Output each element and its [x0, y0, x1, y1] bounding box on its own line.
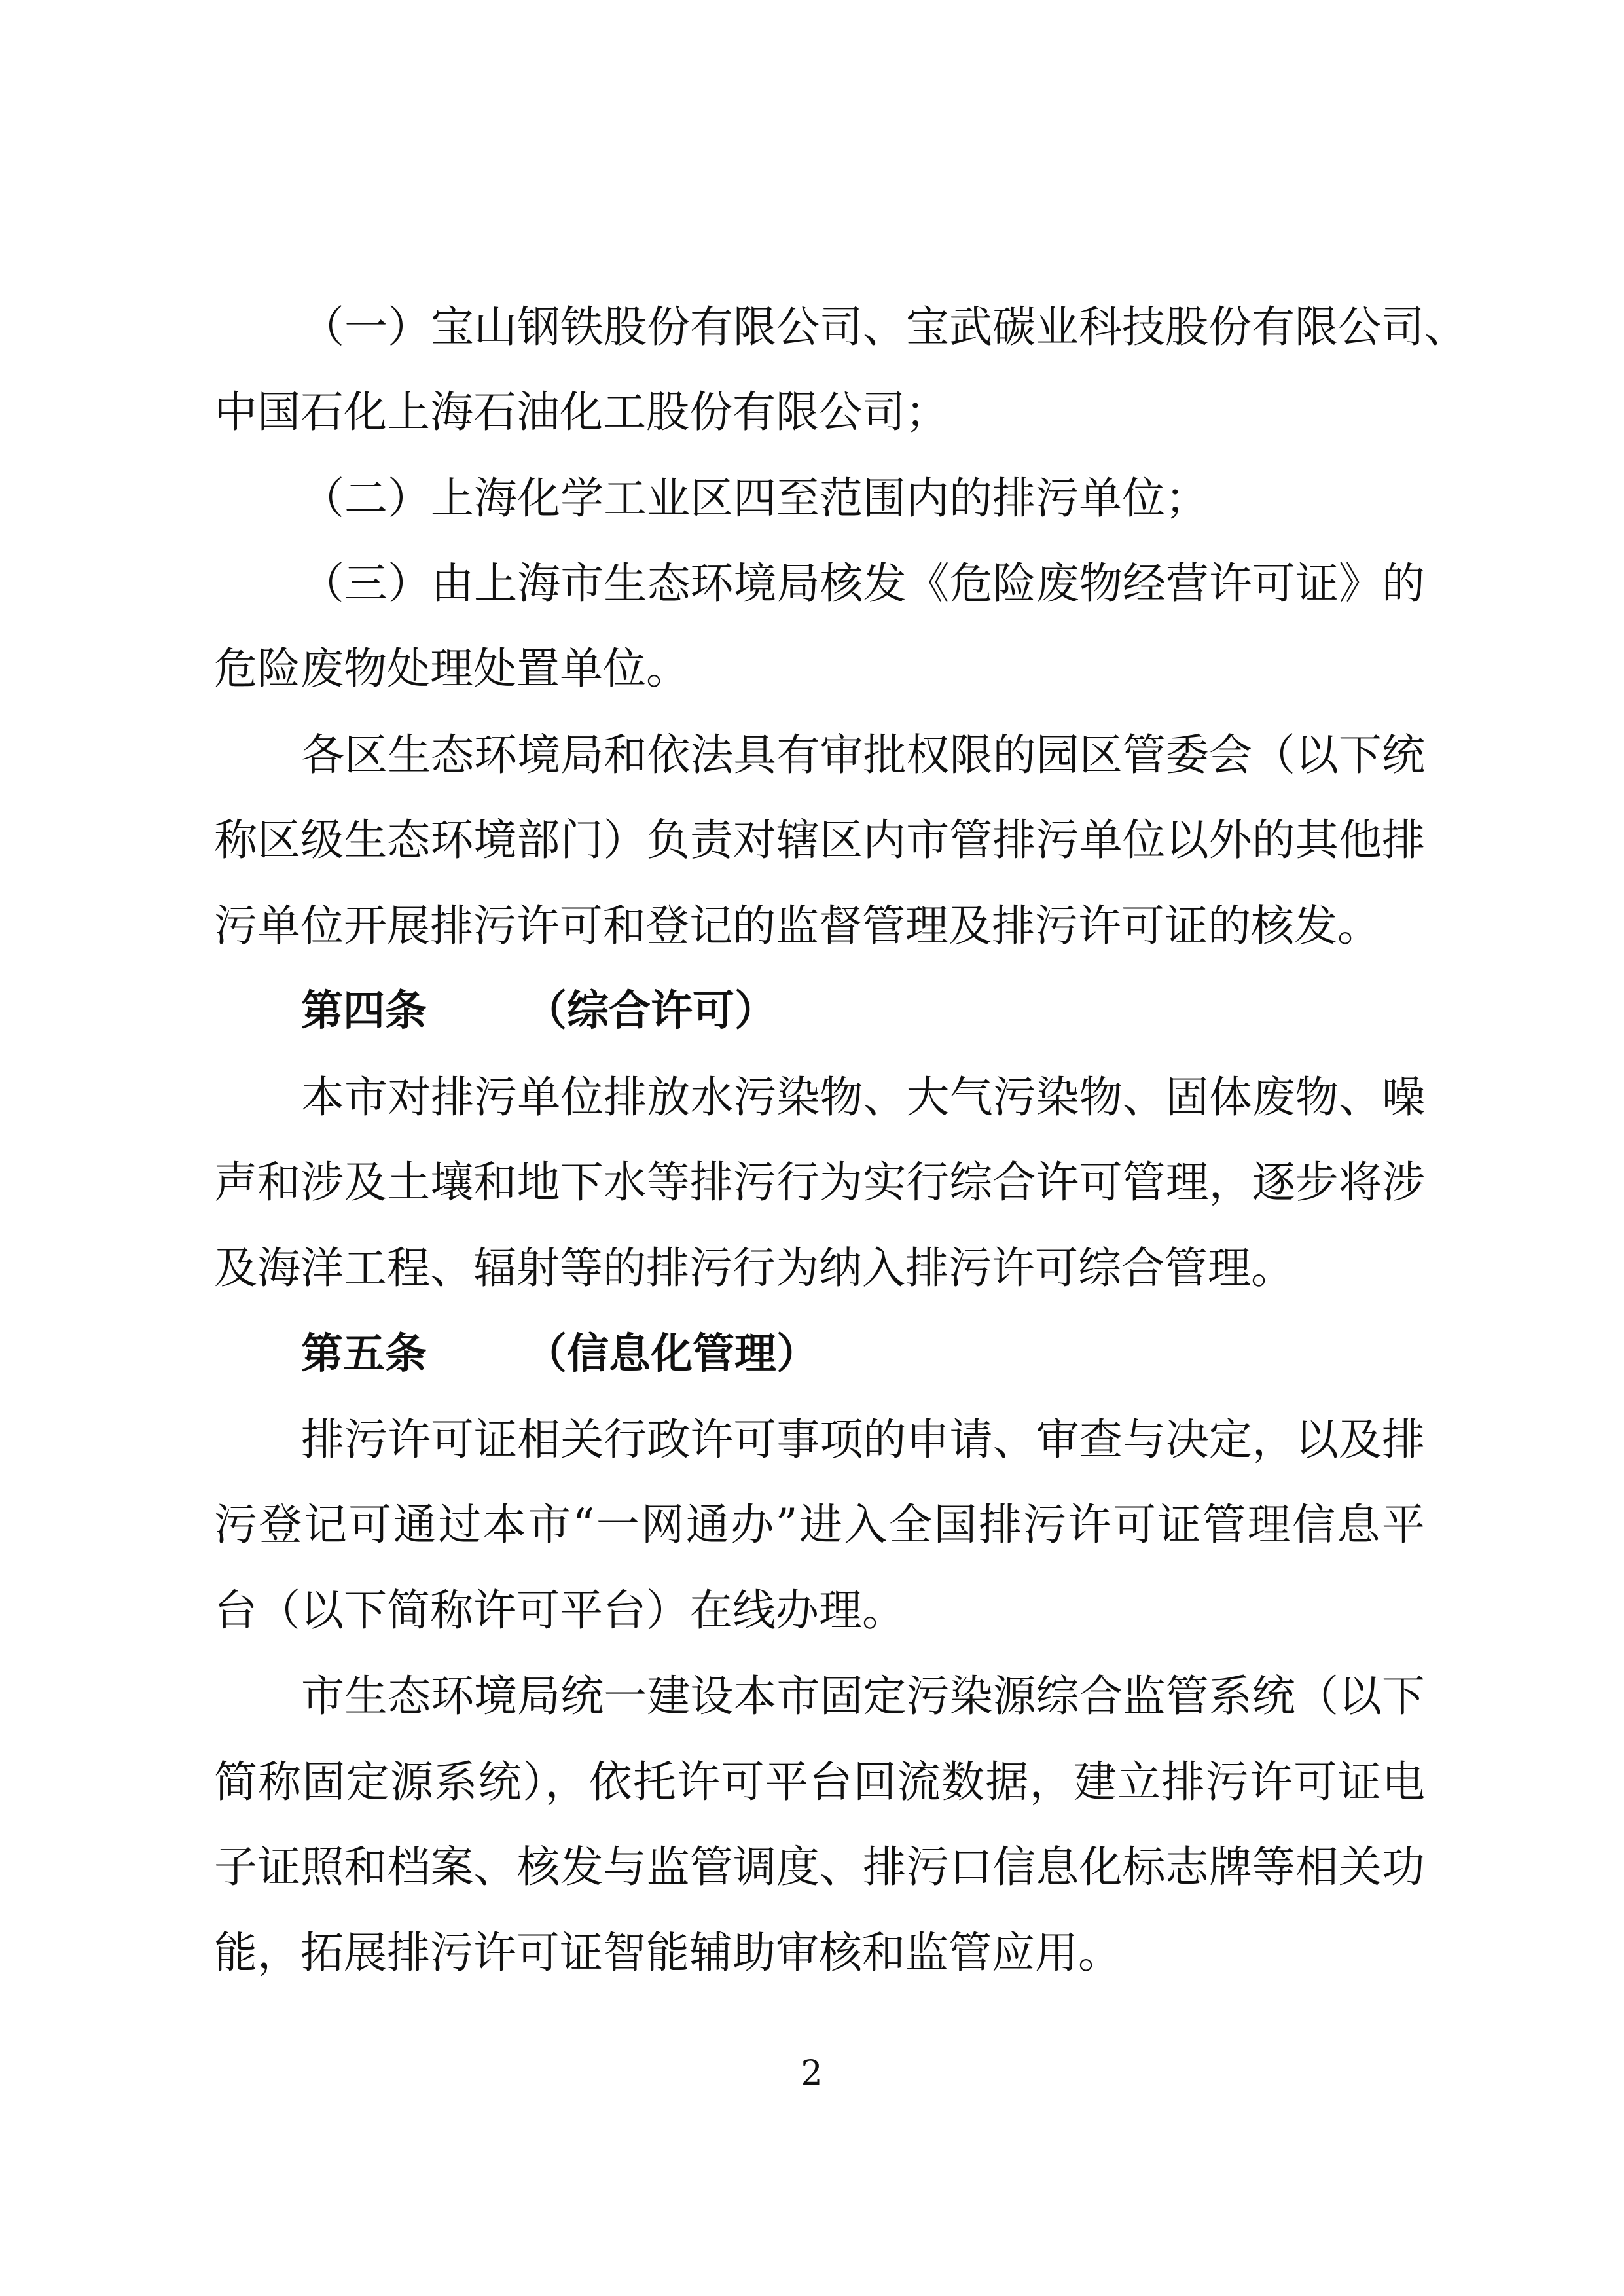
article-heading — [301, 1325, 1425, 1384]
paragraph-line: 污登记可通过本市“一网通办”进入全国排污许可证管理信息平 — [214, 1499, 1425, 1550]
article-number: 第四条 — [301, 987, 427, 1035]
paragraph-line: （二）上海化学工业区四至范围内的排污单位； — [301, 473, 1208, 524]
paragraph-line: （三）由上海市生态环境局核发《危险废物经营许可证》的 — [301, 558, 1425, 609]
paragraph-line: 本市对排污单位排放水污染物、大气污染物、固体废物、噪 — [301, 1072, 1425, 1122]
page-number: 2 — [801, 2054, 823, 2093]
paragraph-line: （一）宝山钢铁股份有限公司、宝武碳业科技股份有限公司、 — [301, 302, 1468, 352]
paragraph-line: 台（以下简称许可平台）在线办理。 — [214, 1585, 905, 1636]
paragraph-line: 市生态环境局统一建设本市固定污染源综合监管系统（以下 — [301, 1671, 1425, 1721]
paragraph-line: 称区级生态环境部门）负责对辖区内市管排污单位以外的其他排 — [214, 815, 1425, 865]
paragraph-line: 危险废物处理处置单位。 — [214, 643, 689, 694]
paragraph-line: 能，拓展排污许可证智能辅助审核和监管应用。 — [214, 1928, 1121, 1978]
article-number: 第五条 — [301, 1330, 427, 1378]
paragraph-line: 中国石化上海石油化工股份有限公司； — [214, 387, 948, 437]
paragraph-line: 简称固定源系统），依托许可平台回流数据，建立排污许可证电 — [214, 1757, 1425, 1807]
article-title: （信息化管理） — [525, 1330, 818, 1378]
article-heading — [301, 982, 1425, 1041]
paragraph-line: 声和涉及土壤和地下水等排污行为实行综合许可管理，逐步将涉 — [214, 1157, 1425, 1208]
paragraph-line: 子证照和档案、核发与监管调度、排污口信息化标志牌等相关功 — [214, 1842, 1425, 1892]
paragraph-line: 及海洋工程、辐射等的排污行为纳入排污许可综合管理。 — [214, 1243, 1294, 1293]
paragraph-line: 各区生态环境局和依法具有审批权限的园区管委会（以下统 — [301, 730, 1425, 780]
paragraph-line: 污单位开展排污许可和登记的监督管理及排污许可证的核发。 — [214, 901, 1380, 951]
paragraph-line: 排污许可证相关行政许可事项的申请、审查与决定，以及排 — [301, 1414, 1425, 1465]
article-title: （综合许可） — [525, 987, 776, 1035]
